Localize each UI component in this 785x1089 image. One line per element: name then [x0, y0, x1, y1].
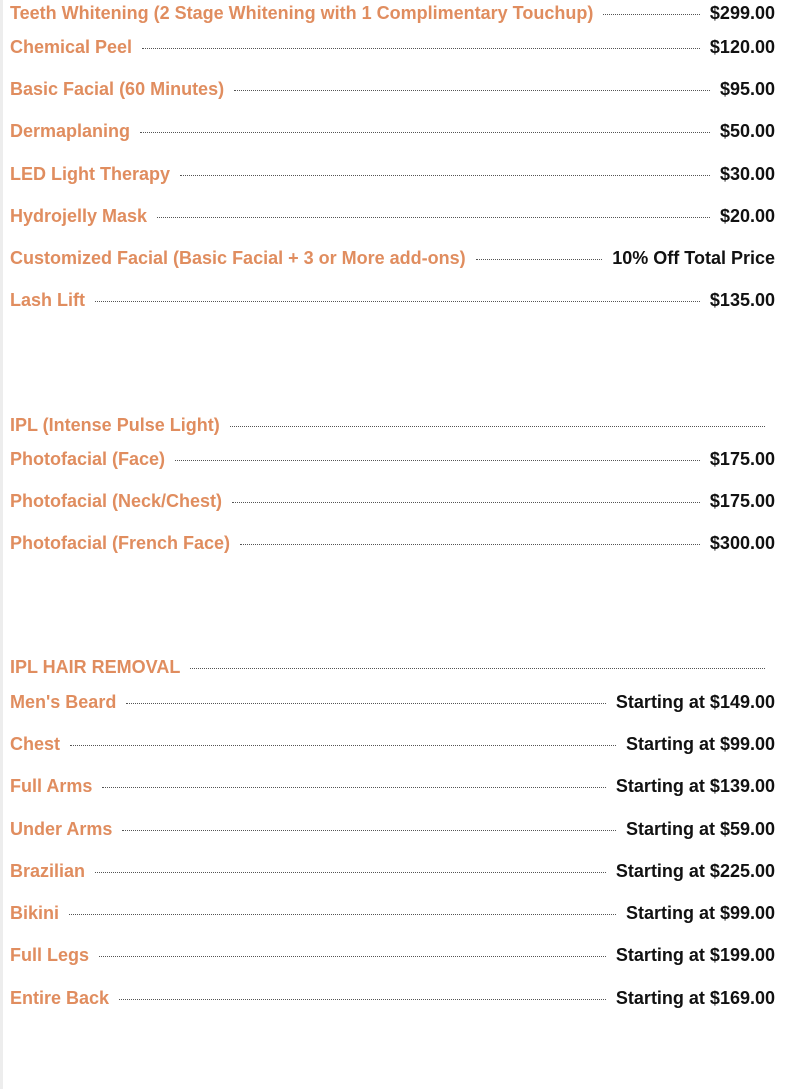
menu-item — [10, 723, 775, 765]
section-heading-row — [10, 655, 775, 681]
price-menu — [10, 0, 775, 1019]
section-heading-row — [10, 412, 775, 438]
dotted-leader — [240, 544, 700, 545]
item-name: Teeth Whitening (2 Stage Whitening with 1 Complimentary Touchup) — [10, 2, 594, 23]
item-price: Starting at $225.00 — [615, 860, 775, 881]
item-price: $175.00 — [709, 448, 775, 469]
menu-item — [10, 438, 775, 480]
dotted-leader — [95, 301, 700, 302]
dotted-leader — [119, 999, 606, 1000]
page-edge — [0, 0, 3, 1089]
menu-item — [10, 892, 775, 934]
item-name: Photofacial (French Face) — [10, 533, 231, 554]
item-name: Basic Facial (60 Minutes) — [10, 78, 225, 99]
item-name: Chest — [10, 733, 61, 754]
dotted-leader — [95, 872, 606, 873]
menu-item — [10, 681, 775, 723]
dotted-leader — [99, 956, 606, 957]
item-price: Starting at $59.00 — [625, 818, 775, 839]
dotted-leader — [234, 90, 710, 91]
menu-item — [10, 977, 775, 1019]
item-name: Men's Beard — [10, 691, 117, 712]
item-price: $30.00 — [719, 163, 775, 184]
dotted-leader — [126, 703, 606, 704]
section-spacer — [10, 565, 775, 655]
hair-removal-section — [10, 655, 775, 1019]
item-name: Bikini — [10, 903, 60, 924]
menu-item — [10, 523, 775, 565]
item-name: Under Arms — [10, 818, 113, 839]
dotted-leader — [157, 217, 710, 218]
dotted-leader — [175, 460, 700, 461]
item-name: Brazilian — [10, 860, 86, 881]
section-heading: IPL HAIR REMOVAL — [10, 657, 181, 678]
dotted-leader — [70, 745, 616, 746]
item-price: $50.00 — [719, 121, 775, 142]
section-spacer — [10, 322, 775, 412]
item-name: Lash Lift — [10, 290, 85, 311]
item-name: Photofacial (Face) — [10, 448, 166, 469]
dotted-leader — [140, 132, 710, 133]
item-price: Starting at $199.00 — [615, 945, 775, 966]
item-price: $120.00 — [709, 36, 775, 57]
dotted-leader — [190, 668, 765, 669]
menu-item — [10, 766, 775, 808]
menu-item — [10, 153, 775, 195]
menu-item — [10, 480, 775, 522]
dotted-leader — [180, 175, 710, 176]
item-price: $175.00 — [709, 491, 775, 512]
item-price: $95.00 — [719, 78, 775, 99]
menu-item — [10, 808, 775, 850]
item-name: Full Legs — [10, 945, 90, 966]
dotted-leader — [603, 14, 700, 15]
item-name: Full Arms — [10, 776, 93, 797]
item-name: Chemical Peel — [10, 36, 133, 57]
section-heading: IPL (Intense Pulse Light) — [10, 414, 220, 435]
item-price: $299.00 — [709, 2, 775, 23]
item-price: $20.00 — [719, 205, 775, 226]
menu-item — [10, 935, 775, 977]
dotted-leader — [142, 48, 700, 49]
dotted-leader — [232, 502, 700, 503]
item-name: Entire Back — [10, 987, 110, 1008]
dotted-leader — [476, 259, 603, 260]
item-price: $135.00 — [709, 290, 775, 311]
ipl-section — [10, 412, 775, 565]
item-price: $300.00 — [709, 533, 775, 554]
item-price: Starting at $139.00 — [615, 776, 775, 797]
menu-item — [10, 280, 775, 322]
item-price: Starting at $149.00 — [615, 691, 775, 712]
item-price: Starting at $99.00 — [625, 733, 775, 754]
item-name: LED Light Therapy — [10, 163, 171, 184]
item-name: Photofacial (Neck/Chest) — [10, 491, 223, 512]
dotted-leader — [230, 426, 765, 427]
item-name: Dermaplaning — [10, 121, 131, 142]
menu-item — [10, 68, 775, 110]
item-price: Starting at $99.00 — [625, 903, 775, 924]
item-name: Hydrojelly Mask — [10, 205, 148, 226]
services-section — [10, 0, 775, 322]
item-name: Customized Facial (Basic Facial + 3 or More add-ons) — [10, 248, 466, 269]
item-price: 10% Off Total Price — [612, 248, 775, 269]
menu-item — [10, 26, 775, 68]
item-price: Starting at $169.00 — [615, 987, 775, 1008]
menu-item — [10, 111, 775, 153]
menu-item — [10, 0, 775, 26]
dotted-leader — [102, 787, 606, 788]
dotted-leader — [69, 914, 616, 915]
menu-item — [10, 195, 775, 237]
menu-item — [10, 237, 775, 279]
dotted-leader — [122, 830, 616, 831]
menu-item — [10, 850, 775, 892]
